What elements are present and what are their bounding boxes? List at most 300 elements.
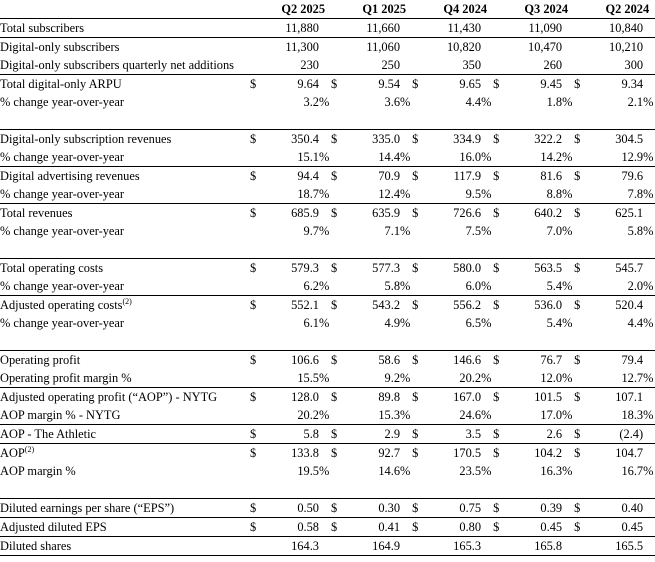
currency-symbol xyxy=(493,222,507,240)
table-row xyxy=(0,148,655,167)
currency-symbol xyxy=(331,148,345,167)
table-row xyxy=(0,462,655,480)
currency-symbol xyxy=(250,406,264,425)
cell-value: 640.2 xyxy=(507,204,562,223)
percent-sign xyxy=(643,499,655,518)
cell-value: 10,820 xyxy=(426,38,481,57)
currency-symbol: $ xyxy=(331,132,338,146)
percent-sign xyxy=(481,38,493,57)
currency-symbol xyxy=(493,277,507,296)
cell-value: (2.4) xyxy=(588,425,643,444)
currency-symbol xyxy=(493,56,507,75)
percent-sign xyxy=(481,444,493,463)
cell-value: 6.2 xyxy=(303,279,319,293)
cell-value: 0.45 xyxy=(507,518,562,537)
currency-symbol: $ xyxy=(331,296,345,315)
cell-value: 76.7 xyxy=(540,353,563,367)
percent-sign xyxy=(562,425,574,444)
currency-symbol xyxy=(331,19,345,38)
percent-sign xyxy=(400,56,412,75)
cell-value: 23.5 xyxy=(459,464,482,478)
cell-value: 536.0 xyxy=(507,296,562,315)
percent-sign xyxy=(643,351,655,370)
percent-sign: % xyxy=(562,464,573,478)
cell-value: 12.4 xyxy=(378,187,401,201)
currency-symbol: $ xyxy=(493,261,500,275)
table-row xyxy=(0,19,655,38)
percent-sign xyxy=(400,518,412,537)
cell-value: 167.0 xyxy=(426,388,481,407)
percent-sign: % xyxy=(481,150,492,164)
percent-sign xyxy=(643,56,655,75)
cell-value: 12.0 xyxy=(540,371,563,385)
percent-sign: % xyxy=(643,150,654,164)
cell-value: 12.7 xyxy=(621,371,644,385)
percent-sign xyxy=(562,499,574,518)
period-header: Q4 2024 xyxy=(412,0,493,19)
currency-symbol xyxy=(331,56,345,75)
percent-sign xyxy=(562,351,574,370)
currency-symbol xyxy=(493,314,507,332)
row-label xyxy=(0,425,250,444)
cell-value: 106.6 xyxy=(291,353,319,367)
cell-value: 20.2 xyxy=(297,408,319,422)
percent-sign xyxy=(319,204,331,223)
currency-symbol: $ xyxy=(574,425,588,444)
row-label xyxy=(0,444,250,463)
percent-sign xyxy=(319,259,331,278)
cell-value: 9.2 xyxy=(384,371,401,385)
table-row xyxy=(0,185,655,204)
currency-symbol xyxy=(331,406,345,425)
percent-sign xyxy=(562,38,574,57)
cell-value: 146.6 xyxy=(453,353,482,367)
currency-symbol xyxy=(412,277,426,296)
cell-value: 9.54 xyxy=(345,75,400,94)
currency-symbol: $ xyxy=(574,261,581,275)
percent-sign xyxy=(562,19,574,38)
currency-symbol: $ xyxy=(412,425,426,444)
cell-value: 350.4 xyxy=(291,132,319,146)
percent-sign xyxy=(319,19,331,38)
spacer-cell xyxy=(0,240,655,259)
currency-symbol: $ xyxy=(412,167,426,186)
row-label-text: Operating profit margin % xyxy=(0,371,132,385)
percent-sign xyxy=(319,518,331,537)
cell-value: 579.3 xyxy=(291,261,319,275)
percent-sign xyxy=(400,204,412,223)
currency-symbol: $ xyxy=(250,261,257,275)
currency-symbol: $ xyxy=(331,444,345,463)
cell-value: 0.58 xyxy=(264,518,319,537)
percent-sign xyxy=(562,296,574,315)
percent-sign: % xyxy=(481,187,492,201)
currency-symbol: $ xyxy=(250,132,257,146)
currency-symbol xyxy=(412,38,426,57)
percent-sign xyxy=(481,499,493,518)
currency-symbol xyxy=(412,406,426,425)
currency-symbol: $ xyxy=(574,388,588,407)
currency-symbol xyxy=(412,369,426,388)
cell-value: 11,430 xyxy=(447,21,482,35)
cell-value: 16.7 xyxy=(621,464,644,478)
currency-symbol: $ xyxy=(331,388,345,407)
currency-symbol xyxy=(412,93,426,111)
currency-symbol xyxy=(250,277,264,296)
cell-value: 7.8 xyxy=(627,187,644,201)
currency-symbol: $ xyxy=(331,261,338,275)
cell-value: 128.0 xyxy=(264,388,319,407)
cell-value: 170.5 xyxy=(426,444,481,463)
row-label xyxy=(0,75,250,94)
cell-value: 4.4 xyxy=(465,95,482,109)
percent-sign xyxy=(400,499,412,518)
table-row xyxy=(0,351,655,370)
currency-symbol: $ xyxy=(331,204,345,223)
currency-symbol xyxy=(412,314,426,332)
cell-value: 6.5 xyxy=(465,316,482,330)
percent-sign xyxy=(319,444,331,463)
cell-value: 79.4 xyxy=(621,353,644,367)
row-label-text: Adjusted operating profit (“AOP”) - NYTG xyxy=(0,390,218,404)
cell-value: 2.0 xyxy=(627,279,644,293)
currency-symbol: $ xyxy=(493,518,507,537)
cell-value: 625.1 xyxy=(588,204,643,223)
currency-symbol xyxy=(574,93,588,111)
percent-sign: % xyxy=(481,316,492,330)
row-label-text: Adjusted diluted EPS xyxy=(0,520,107,534)
cell-value: 2.9 xyxy=(345,425,400,444)
currency-symbol xyxy=(250,222,264,240)
row-label xyxy=(0,351,250,370)
currency-symbol: $ xyxy=(574,204,588,223)
currency-symbol: $ xyxy=(250,204,264,223)
percent-sign xyxy=(400,351,412,370)
cell-value: 0.41 xyxy=(345,518,400,537)
table-row xyxy=(0,259,655,278)
percent-sign: % xyxy=(481,95,492,109)
cell-value: 2.6 xyxy=(507,425,562,444)
period-header: Q2 2025 xyxy=(250,0,331,19)
row-label xyxy=(0,38,250,57)
row-label-text: Adjusted operating costs xyxy=(0,298,123,312)
cell-value: 19.5 xyxy=(297,464,319,478)
currency-symbol: $ xyxy=(574,501,581,515)
cell-value: 10,470 xyxy=(507,38,562,57)
percent-sign xyxy=(481,130,493,149)
cell-value: 24.6 xyxy=(459,408,482,422)
percent-sign xyxy=(400,425,412,444)
currency-symbol: $ xyxy=(574,296,588,315)
row-label xyxy=(0,406,250,425)
currency-symbol: $ xyxy=(493,425,507,444)
percent-sign xyxy=(319,75,331,94)
percent-sign xyxy=(481,537,493,556)
currency-symbol xyxy=(412,148,426,167)
percent-sign: % xyxy=(400,187,411,201)
currency-symbol xyxy=(250,38,264,57)
percent-sign xyxy=(400,167,412,186)
currency-symbol: $ xyxy=(331,353,338,367)
spacer-cell xyxy=(0,480,655,499)
cell-value: 133.8 xyxy=(264,444,319,463)
cell-value: 563.5 xyxy=(534,261,563,275)
cell-value: 322.2 xyxy=(534,132,563,146)
cell-value: 335.0 xyxy=(372,132,401,146)
cell-value: 16.0 xyxy=(459,150,482,164)
cell-value: 10,210 xyxy=(588,38,643,57)
percent-sign xyxy=(481,19,493,38)
table-row xyxy=(0,518,655,537)
currency-symbol xyxy=(331,185,345,204)
percent-sign: % xyxy=(400,279,411,293)
percent-sign xyxy=(481,56,493,75)
currency-symbol: $ xyxy=(331,425,345,444)
percent-sign xyxy=(643,204,655,223)
table-row xyxy=(0,130,655,149)
currency-symbol: $ xyxy=(412,388,426,407)
table-row xyxy=(0,93,655,111)
row-label-text: % change year-over-year xyxy=(0,224,125,238)
cell-value: 5.8 xyxy=(384,279,401,293)
table-row xyxy=(0,277,655,296)
row-label-text: AOP margin % - NYTG xyxy=(0,408,121,422)
currency-symbol: $ xyxy=(574,132,581,146)
cell-value: 101.5 xyxy=(507,388,562,407)
percent-sign xyxy=(319,537,331,556)
percent-sign xyxy=(481,351,493,370)
cell-value: 12.9 xyxy=(621,150,644,164)
percent-sign xyxy=(643,259,655,278)
currency-symbol xyxy=(493,185,507,204)
cell-value: 635.9 xyxy=(345,204,400,223)
cell-value: 17.0 xyxy=(540,408,563,422)
percent-sign: % xyxy=(400,95,411,109)
percent-sign xyxy=(400,444,412,463)
percent-sign xyxy=(643,388,655,407)
percent-sign xyxy=(319,499,331,518)
cell-value: 16.3 xyxy=(540,464,563,478)
row-label xyxy=(0,222,250,240)
row-label-text: Digital-only subscription revenues xyxy=(0,132,172,146)
percent-sign xyxy=(562,444,574,463)
table-row xyxy=(0,314,655,332)
table-row xyxy=(0,388,655,407)
cell-value: 5.4 xyxy=(546,279,563,293)
currency-symbol: $ xyxy=(412,204,426,223)
percent-sign: % xyxy=(319,150,330,164)
cell-value: 9.45 xyxy=(507,75,562,94)
currency-symbol xyxy=(250,185,264,204)
table-row xyxy=(0,444,655,463)
cell-value: 7.0 xyxy=(546,224,563,238)
currency-symbol xyxy=(574,369,588,388)
currency-symbol: $ xyxy=(331,75,345,94)
table-row xyxy=(0,406,655,425)
percent-sign: % xyxy=(643,224,654,238)
percent-sign: % xyxy=(562,95,573,109)
row-label-text: % change year-over-year xyxy=(0,279,125,293)
percent-sign xyxy=(562,388,574,407)
cell-value: 10,840 xyxy=(609,21,644,35)
row-label xyxy=(0,93,250,111)
currency-symbol xyxy=(412,222,426,240)
percent-sign xyxy=(562,75,574,94)
currency-symbol: $ xyxy=(493,353,500,367)
cell-value: 556.2 xyxy=(426,296,481,315)
percent-sign xyxy=(319,38,331,57)
cell-value: 250 xyxy=(381,58,401,72)
currency-symbol: $ xyxy=(250,167,264,186)
currency-symbol xyxy=(574,148,588,167)
row-label xyxy=(0,277,250,296)
percent-sign xyxy=(643,167,655,186)
currency-symbol: $ xyxy=(331,167,345,186)
cell-value: 8.8 xyxy=(546,187,563,201)
percent-sign: % xyxy=(562,150,573,164)
percent-sign xyxy=(643,38,655,57)
currency-symbol xyxy=(493,19,507,38)
cell-value: 0.50 xyxy=(297,501,319,515)
cell-value: 79.6 xyxy=(588,167,643,186)
cell-value: 20.2 xyxy=(459,371,482,385)
row-label-text: Total subscribers xyxy=(0,21,85,35)
cell-value: 9.5 xyxy=(465,187,482,201)
currency-symbol: $ xyxy=(493,444,507,463)
percent-sign: % xyxy=(562,371,573,385)
percent-sign xyxy=(400,19,412,38)
row-label xyxy=(0,148,250,167)
percent-sign xyxy=(481,296,493,315)
currency-symbol: $ xyxy=(493,388,507,407)
percent-sign xyxy=(481,259,493,278)
cell-value: 350 xyxy=(462,58,482,72)
cell-value: 70.9 xyxy=(345,167,400,186)
percent-sign xyxy=(643,19,655,38)
cell-value: 92.7 xyxy=(345,444,400,463)
row-label-text: Total revenues xyxy=(0,206,73,220)
percent-sign: % xyxy=(562,279,573,293)
percent-sign xyxy=(319,425,331,444)
footnote-marker: (2) xyxy=(24,444,35,454)
period-header: Q3 2024 xyxy=(493,0,574,19)
section-spacer xyxy=(0,480,655,499)
percent-sign xyxy=(481,425,493,444)
percent-sign: % xyxy=(319,408,330,422)
cell-value: 58.6 xyxy=(378,353,401,367)
percent-sign xyxy=(562,167,574,186)
percent-sign: % xyxy=(643,95,654,109)
cell-value: 11,300 xyxy=(264,38,319,57)
currency-symbol: $ xyxy=(250,518,264,537)
currency-symbol xyxy=(493,537,507,556)
percent-sign xyxy=(643,130,655,149)
row-label xyxy=(0,19,250,38)
cell-value: 14.4 xyxy=(378,150,401,164)
cell-value: 0.75 xyxy=(459,501,482,515)
percent-sign xyxy=(400,296,412,315)
percent-sign: % xyxy=(319,95,330,109)
percent-sign: % xyxy=(481,464,492,478)
cell-value: 520.4 xyxy=(588,296,643,315)
table-row xyxy=(0,222,655,240)
percent-sign: % xyxy=(319,464,330,478)
table-row xyxy=(0,296,655,315)
currency-symbol xyxy=(331,93,345,111)
row-label xyxy=(0,499,250,518)
percent-sign: % xyxy=(481,371,492,385)
percent-sign xyxy=(562,56,574,75)
header-blank xyxy=(0,0,250,19)
cell-value: 685.9 xyxy=(264,204,319,223)
cell-value: 5.4 xyxy=(546,316,563,330)
cell-value: 81.6 xyxy=(507,167,562,186)
percent-sign xyxy=(319,296,331,315)
table-body xyxy=(0,19,655,556)
row-label-text: Total digital-only ARPU xyxy=(0,77,122,91)
cell-value: 300 xyxy=(624,58,644,72)
cell-value: 15.3 xyxy=(378,408,401,422)
percent-sign: % xyxy=(643,408,654,422)
currency-symbol xyxy=(331,462,345,480)
currency-symbol xyxy=(574,222,588,240)
currency-symbol xyxy=(574,537,588,556)
percent-sign: % xyxy=(319,316,330,330)
percent-sign xyxy=(481,167,493,186)
currency-symbol xyxy=(574,406,588,425)
cell-value: 89.8 xyxy=(345,388,400,407)
cell-value: 165.5 xyxy=(588,537,643,556)
cell-value: 5.8 xyxy=(264,425,319,444)
percent-sign: % xyxy=(400,371,411,385)
row-label-text: Digital-only subscribers xyxy=(0,40,120,54)
percent-sign: % xyxy=(481,279,492,293)
cell-value: 94.4 xyxy=(264,167,319,186)
currency-symbol: $ xyxy=(493,167,507,186)
currency-symbol xyxy=(250,462,264,480)
currency-symbol xyxy=(250,19,264,38)
percent-sign: % xyxy=(643,316,654,330)
currency-symbol: $ xyxy=(493,132,500,146)
cell-value: 7.5 xyxy=(465,224,482,238)
cell-value: 9.34 xyxy=(588,75,643,94)
percent-sign: % xyxy=(400,224,411,238)
percent-sign xyxy=(319,130,331,149)
cell-value: 6.0 xyxy=(465,279,482,293)
cell-value: 104.2 xyxy=(507,444,562,463)
cell-value: 0.40 xyxy=(621,501,644,515)
cell-value: 9.65 xyxy=(426,75,481,94)
currency-symbol xyxy=(250,56,264,75)
currency-symbol: $ xyxy=(493,204,507,223)
currency-symbol xyxy=(493,93,507,111)
percent-sign xyxy=(643,75,655,94)
currency-symbol xyxy=(574,19,588,38)
cell-value: 4.4 xyxy=(627,316,644,330)
percent-sign xyxy=(319,56,331,75)
percent-sign: % xyxy=(319,279,330,293)
currency-symbol xyxy=(493,148,507,167)
currency-symbol: $ xyxy=(574,75,588,94)
percent-sign xyxy=(481,204,493,223)
row-label xyxy=(0,204,250,223)
percent-sign: % xyxy=(319,187,330,201)
percent-sign: % xyxy=(481,408,492,422)
currency-symbol: $ xyxy=(412,353,419,367)
cell-value: 165.8 xyxy=(507,537,562,556)
cell-value: 0.45 xyxy=(588,518,643,537)
section-spacer xyxy=(0,240,655,259)
